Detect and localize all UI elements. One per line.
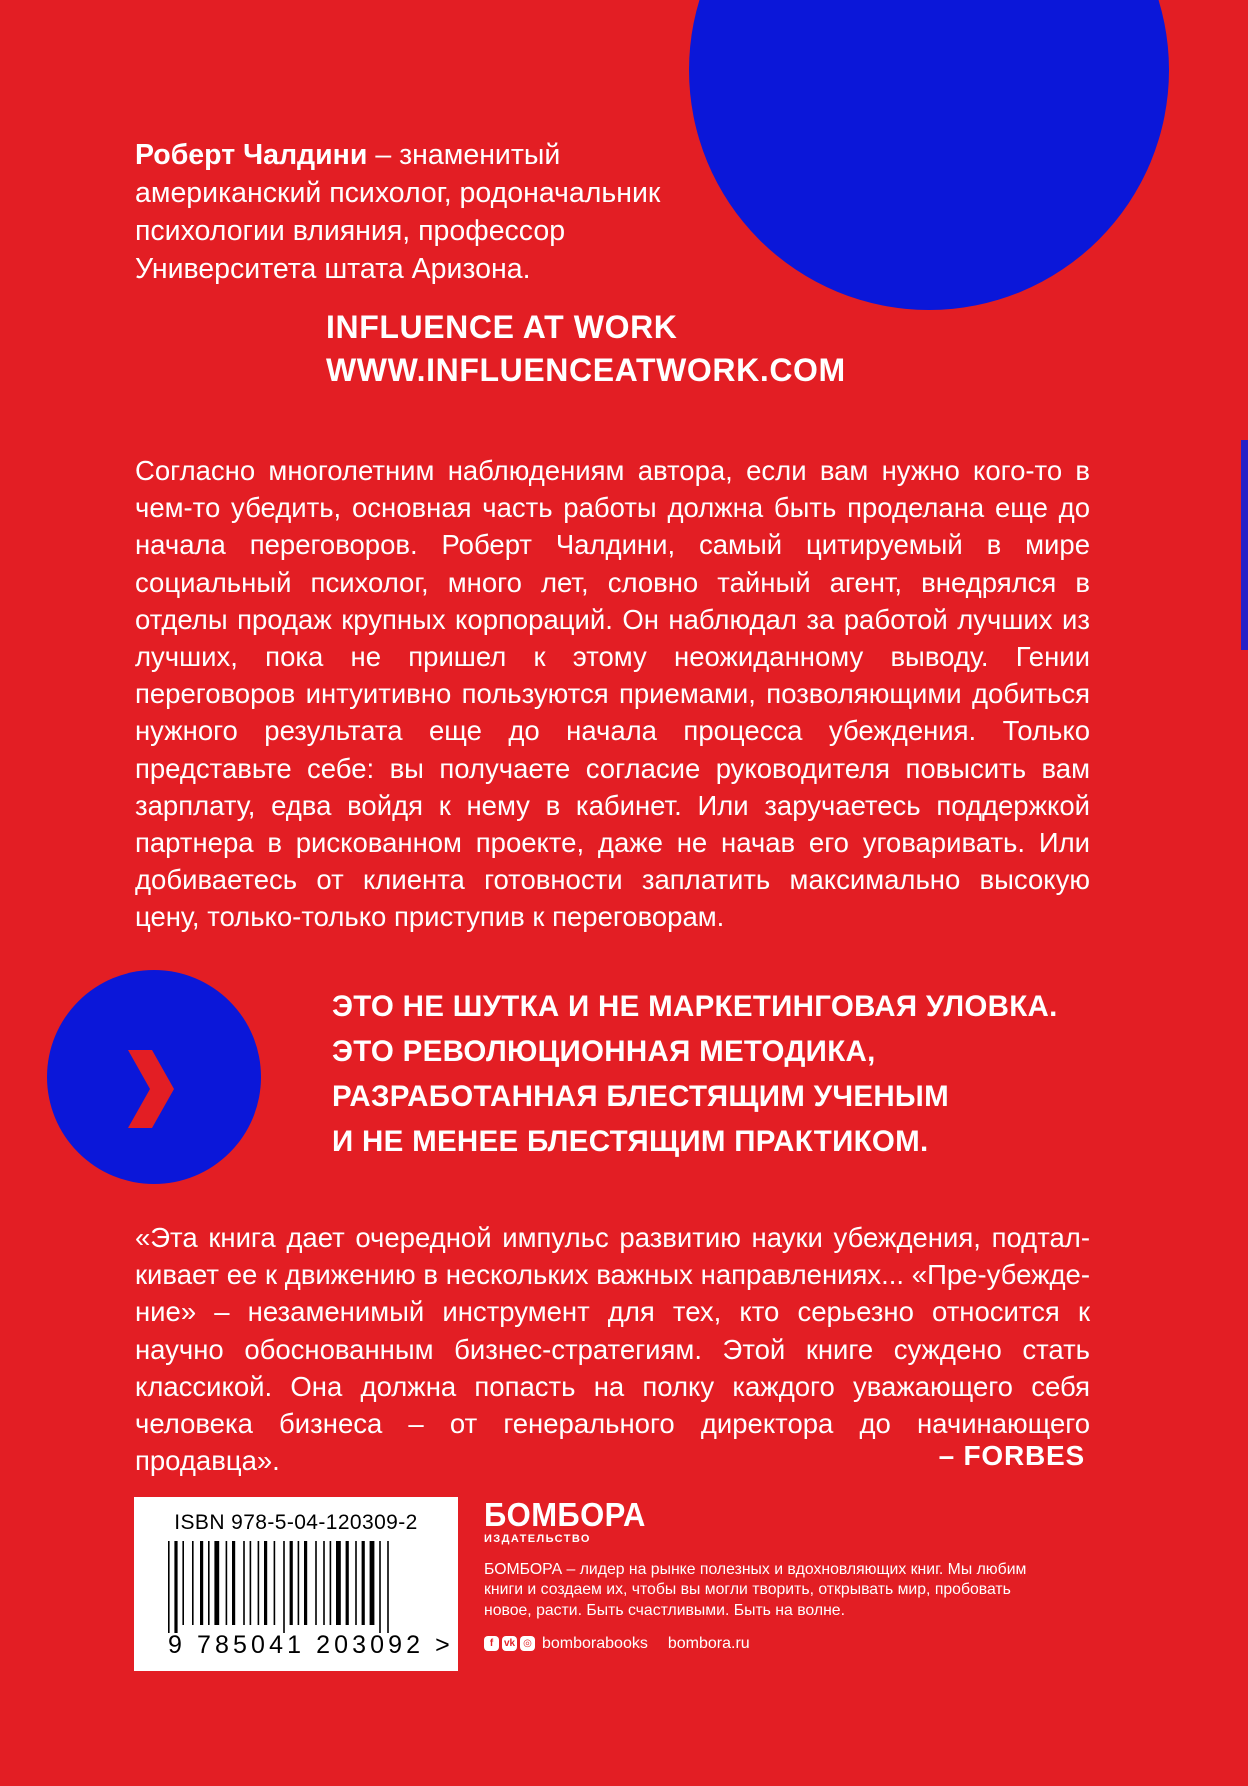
barcode-bar bbox=[182, 1541, 184, 1625]
barcode-bar bbox=[387, 1541, 389, 1633]
publisher-block bbox=[484, 1497, 1044, 1653]
chevron-right-icon bbox=[47, 970, 261, 1184]
barcode-bar bbox=[315, 1541, 317, 1625]
barcode-bar bbox=[379, 1541, 381, 1633]
instagram-icon: ◎ bbox=[520, 1636, 535, 1651]
barcode-bar bbox=[174, 1541, 177, 1633]
barcode-bar bbox=[168, 1541, 170, 1633]
barcode-bar bbox=[355, 1541, 357, 1625]
barcode-bar bbox=[192, 1541, 194, 1625]
social-handle: bomborabooks bbox=[542, 1634, 648, 1652]
isbn-label: ISBN 978-5-04-120309-2 bbox=[174, 1511, 418, 1534]
headline-line: РАЗРАБОТАННАЯ БЛЕСТЯЩИМ УЧЕНЫМ bbox=[332, 1080, 949, 1113]
facebook-icon: f bbox=[484, 1636, 499, 1651]
barcode-bar bbox=[208, 1541, 210, 1625]
website-title: INFLUENCE AT WORK bbox=[326, 309, 678, 345]
barcode-bar bbox=[232, 1541, 235, 1625]
barcode-bar bbox=[304, 1541, 307, 1625]
barcode-bar bbox=[200, 1541, 203, 1625]
press-quote: «Эта книга дает очередной импульс развитию науки убеждения, подталкивает ее к движению в нескольких важных направлениях... «Пре-убеждение» – незаменимый инструмент для тех, кто серьезно относится к научно обоснованным бизнес-стратегиям. Этой книге суждено стать классикой. Она должна попасть на полку каждого уважающего себя человека бизнеса – от генерального директора до начинающего продавца». bbox=[135, 1222, 1090, 1477]
headline-line: ЭТО РЕВОЛЮЦИОННАЯ МЕТОДИКА, bbox=[332, 1035, 876, 1068]
barcode-bar bbox=[370, 1541, 375, 1625]
publisher-logo: БОМБОРА bbox=[484, 1495, 646, 1534]
headline bbox=[332, 984, 1058, 1164]
barcode-bar bbox=[243, 1541, 245, 1625]
barcode-bar bbox=[264, 1541, 267, 1625]
barcode-bar bbox=[336, 1541, 341, 1625]
barcode-bar bbox=[323, 1541, 325, 1625]
website-url: WWW.INFLUENCEATWORK.COM bbox=[326, 352, 846, 388]
headline-line: И НЕ МЕНЕЕ БЛЕСТЯЩИМ ПРАКТИКОМ. bbox=[332, 1125, 929, 1158]
arrow-circle bbox=[47, 970, 261, 1184]
quote-source: – FORBES bbox=[938, 1440, 1085, 1471]
author-bio-text: – знаменитый американский психолог, родоначальник психологии влияния, профессор Университета штата Аризона. bbox=[135, 139, 661, 285]
isbn-barcode bbox=[134, 1497, 458, 1671]
barcode-digits: 9 785041 203092 > bbox=[168, 1631, 454, 1659]
publisher-site: bombora.ru bbox=[667, 1634, 750, 1652]
author-name: Роберт Чалдини bbox=[135, 139, 368, 171]
vk-icon: vk bbox=[503, 1638, 516, 1650]
edge-stripe bbox=[1241, 440, 1248, 650]
book-description: Согласно многолетним наблюдениям автора, если вам нужно кого-то в чем-то убедить, основная часть работы должна быть проделана еще до начала переговоров. Роберт Чалдини, самый цитируемый в мире социальный психолог, много лет, словно тайный агент, внедрялся в отделы продаж крупных корпораций. Он наблюдал за работой лучших из лучших, пока не пришел к этому неожиданному выводу. Гении переговоров интуитивно пользуются приемами, позволяющими добиться нужного результата еще до начала процесса убеждения. Только представьте себе: вы получаете согласие руководителя повысить вам зарплату, едва войдя к нему в кабинет. Или заручаетесь поддержкой партнера в рискованном проекте, даже не начав его уговаривать. Или добиваетесь от клиента готовности заплатить максимально высокую цену, только-только приступив к переговорам. bbox=[135, 455, 1090, 933]
barcode-bar bbox=[346, 1541, 349, 1625]
barcode-bar bbox=[283, 1541, 285, 1633]
barcode-bar bbox=[330, 1541, 332, 1625]
website-block bbox=[326, 306, 846, 392]
barcode-bar bbox=[274, 1541, 276, 1625]
publisher-subtitle: ИЗДАТЕЛЬСТВО bbox=[484, 1533, 591, 1545]
barcode-bar bbox=[258, 1541, 260, 1625]
headline-line: ЭТО НЕ ШУТКА И НЕ МАРКЕТИНГОВАЯ УЛОВКА. bbox=[332, 990, 1058, 1023]
social-links bbox=[484, 1635, 1044, 1653]
barcode-bar bbox=[250, 1541, 252, 1625]
barcode-bar bbox=[226, 1541, 228, 1625]
barcode-bar bbox=[290, 1541, 293, 1625]
barcode-bar bbox=[298, 1541, 300, 1625]
barcode-bar bbox=[362, 1541, 365, 1625]
author-bio bbox=[135, 136, 735, 288]
publisher-description: БОМБОРА – лидер на рынке полезных и вдохновляющих книг. Мы любим книги и создаем их, чтобы вы могли творить, открывать мир, пробовать новое, расти. Быть счастливыми. Быть на волне. bbox=[484, 1561, 1027, 1619]
decorative-blue-circle bbox=[689, 0, 1169, 310]
barcode-bar bbox=[214, 1541, 219, 1625]
